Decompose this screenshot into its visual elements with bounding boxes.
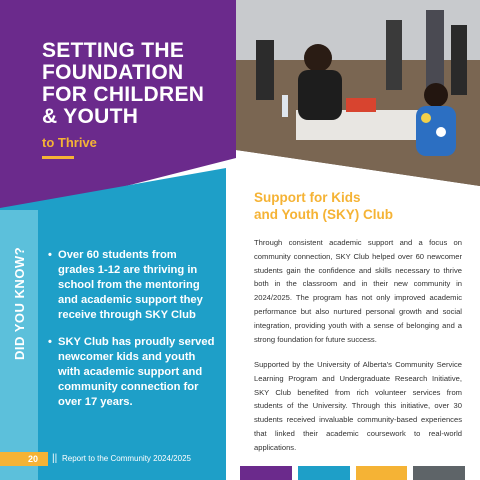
footer-text: Report to the Community 2024/2025 (62, 454, 191, 463)
title-line: FOUNDATION (42, 61, 184, 84)
body-paragraph: Supported by the University of Alberta's Community Service Learning Program and Undergraduate Research Initiative, SKY Club benefited from rich volunteer services from students of the University. Through this initiative, over 30 students received invaluable community-based experiences that linked their academic coursework to real-world applications. (254, 360, 462, 452)
page-title (42, 40, 232, 128)
color-bar (240, 466, 465, 480)
title-line: SETTING THE (42, 39, 185, 62)
title-line: FOR CHILDREN (42, 83, 205, 106)
section-heading (254, 189, 454, 223)
program-photo (236, 0, 480, 186)
subtitle-underline (42, 156, 74, 159)
fact-item: • Over 60 students from grades 1-12 are thriving in school from the mentoring and academic support they receive through SKY Club (48, 248, 216, 323)
footer-separator: || (52, 453, 58, 464)
page-subtitle: to Thrive (42, 135, 97, 150)
body-paragraph: Through consistent academic support and a focus on community connection, SKY Club helped over 60 newcomer students gain the confidence and skills necessary to thrive both in the classroom and in their new community in 2024/2025. The program has not only improved academic performance but also nurtured personal growth and social integration, providing youth with a sense of belonging and a strong foundation for future success. (254, 238, 462, 344)
heading-line: and Youth (SKY) Club (254, 207, 393, 222)
color-swatch-purple (240, 466, 292, 480)
title-line: & YOUTH (42, 105, 139, 128)
fact-list (48, 248, 216, 422)
color-swatch-teal (298, 466, 350, 480)
heading-line: Support for Kids (254, 190, 361, 205)
color-swatch-gray (413, 466, 465, 480)
color-swatch-gold (356, 466, 408, 480)
did-you-know-label (12, 332, 27, 360)
fact-item: • SKY Club has proudly served newcomer kids and youth with academic support and community connection for over 17 years. (48, 335, 216, 410)
page-number-badge (0, 452, 48, 466)
page-number: 20 (28, 454, 39, 464)
